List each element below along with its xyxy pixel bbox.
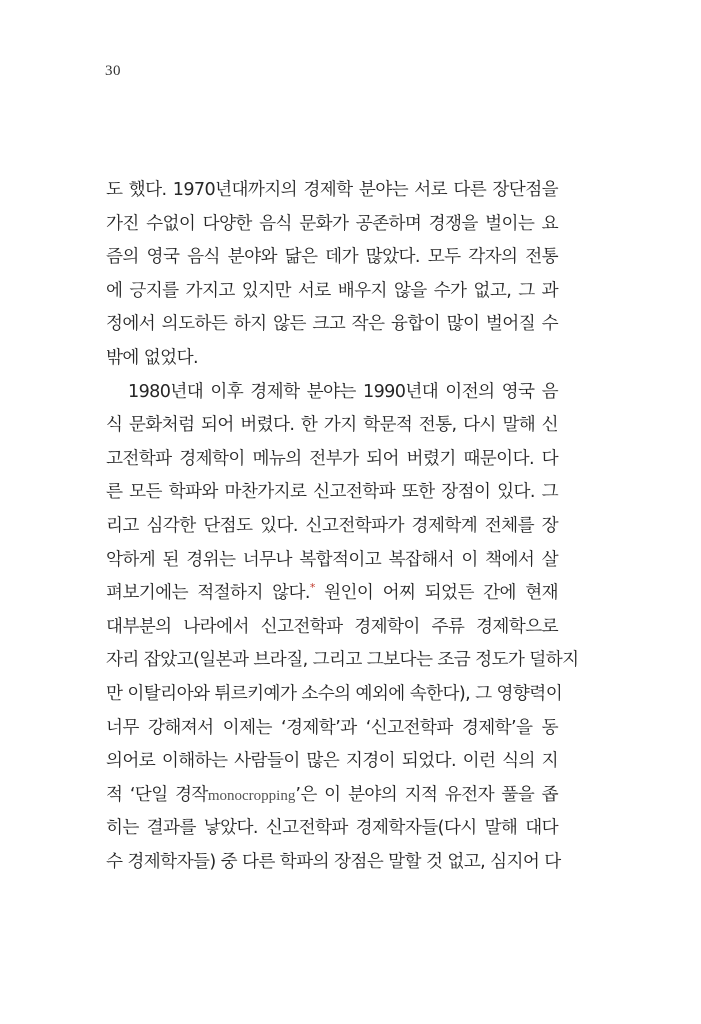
text-line: 도 했다. 1970년대까지의 경제학 분야는 서로 다른 장단점을 xyxy=(106,180,558,200)
text-segment: 펴보기에는 적절하지 않다. xyxy=(106,583,310,604)
text-line: 밖에 없었다. xyxy=(106,347,198,368)
text-line: 른 모든 학파와 마찬가지로 신고전학파 또한 장점이 있다. 그 xyxy=(106,482,558,503)
page-number: 30 xyxy=(105,63,121,79)
text-line: 자리 잡았고(일본과 브라질, 그리고 그보다는 조금 정도가 덜하지 xyxy=(106,650,579,671)
text-line: 만 이탈리아와 튀르키예가 소수의 예외에 속한다), 그 영향력이 xyxy=(106,683,563,704)
text-line: 에 긍지를 가지고 있지만 서로 배우지 않을 수가 없고, 그 과 xyxy=(106,280,558,301)
text-line: 악하게 된 경위는 너무나 복합적이고 복잡해서 이 책에서 살 xyxy=(106,549,558,570)
text-segment: ’은 이 분야의 지적 유전자 풀을 좁 xyxy=(295,784,558,805)
text-line: 리고 심각한 단점도 있다. 신고전학파가 경제학계 전체를 장 xyxy=(106,515,558,536)
text-line: 정에서 의도하든 하지 않든 크고 작은 융합이 많이 벌어질 수 xyxy=(106,314,558,335)
text-line: 너무 강해져서 이제는 ‘경제학’과 ‘신고전학파 경제학’을 동 xyxy=(106,717,558,738)
text-line: 대부분의 나라에서 신고전학파 경제학이 주류 경제학으로 xyxy=(106,616,558,637)
text-line: 식 문화처럼 되어 버렸다. 한 가지 학문적 전통, 다시 말해 신 xyxy=(106,415,558,436)
text-line: 히는 결과를 낳았다. 신고전학파 경제학자들(다시 말해 대다 xyxy=(106,818,558,839)
text-line: 가진 수없이 다양한 음식 문화가 공존하며 경쟁을 벌이는 요 xyxy=(106,213,558,234)
text-segment: 적 ‘단일 경작 xyxy=(106,784,208,805)
text-segment: 원인이 어찌 되었든 간에 현재 xyxy=(314,583,558,604)
text-line-with-gloss xyxy=(106,779,558,813)
text-line-with-footnote xyxy=(106,577,558,611)
text-line: 수 경제학자들) 중 다른 학파의 장점은 말할 것 없고, 심지어 다 xyxy=(106,851,561,872)
text-line: 고전학파 경제학이 메뉴의 전부가 되어 버렸기 때문이다. 다 xyxy=(106,448,558,469)
text-line: 1980년대 이후 경제학 분야는 1990년대 이전의 영국 음 xyxy=(128,381,558,402)
text-line: 의어로 이해하는 사람들이 많은 지경이 되었다. 이런 식의 지 xyxy=(106,751,558,772)
text-line: 즘의 영국 음식 분야와 닮은 데가 많았다. 모두 각자의 전통 xyxy=(106,247,558,268)
footnote-marker[interactable]: * xyxy=(309,581,315,595)
english-gloss: monocropping xyxy=(207,787,296,804)
body-text xyxy=(106,174,579,879)
